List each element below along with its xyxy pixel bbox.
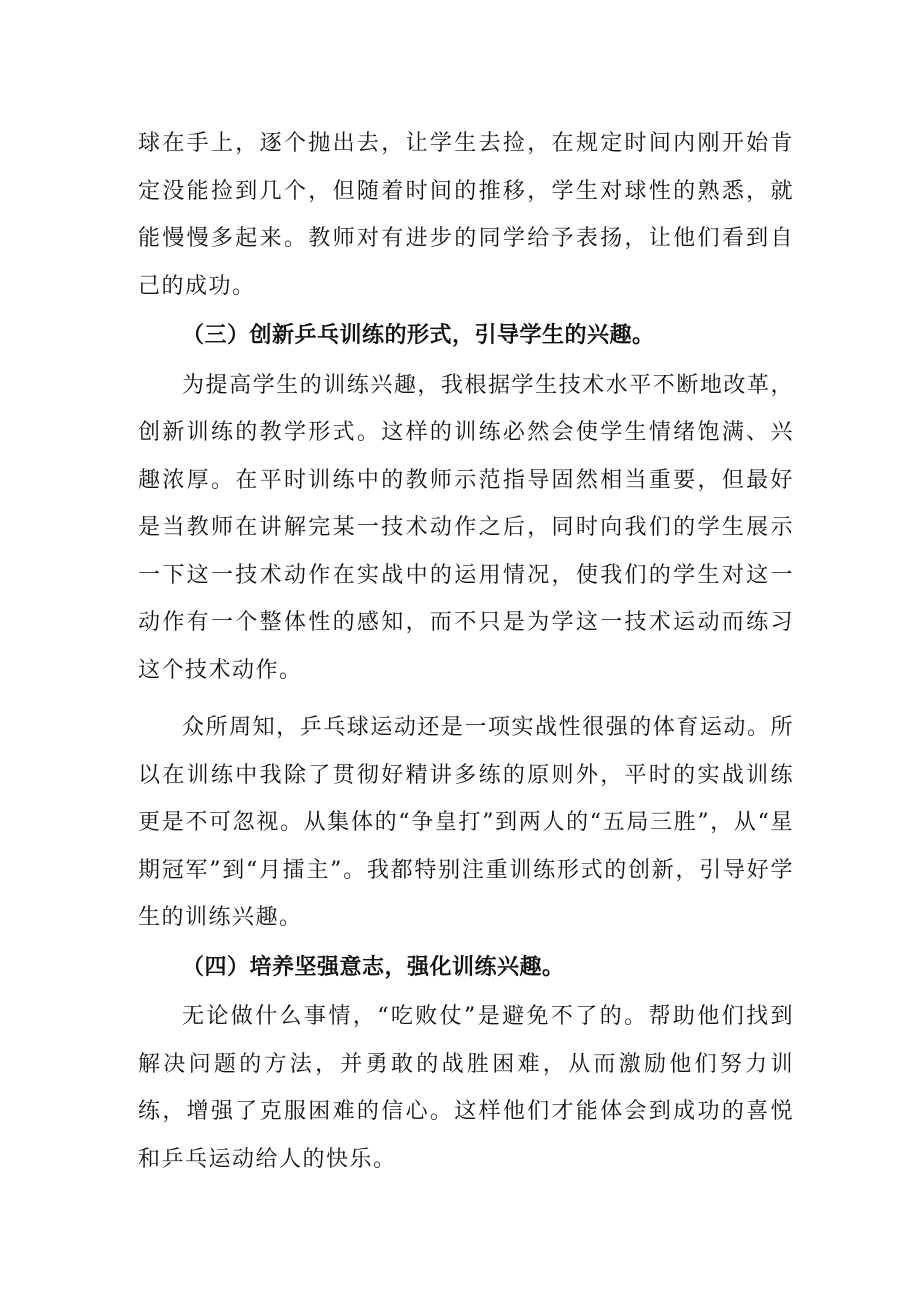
paragraph-practical-training: 众所周知，乒乓球运动还是一项实战性很强的体育运动。所以在训练中我除了贯彻好精讲多练的原则外，平时的实战训练更是不可忽视。从集体的“争皇打”到两人的“五局三胜”，从“星期冠军”到“月擂主”。我都特别注重训练形式的创新，引导好学生的训练兴趣。 <box>138 715 794 930</box>
paragraph-training-forms: 为提高学生的训练兴趣，我根据学生技术水平不断地改革，创新训练的教学形式。这样的训练必然会使学生情绪饱满、兴趣浓厚。在平时训练中的教师示范指导固然相当重要，但最好是当教师在讲解完某一技术动作之后，同时向我们的学生展示一下这一技术动作在实战中的运用情况，使我们的学生对这一动作有一个整体性的感知，而不只是为学这一技术运动而练习这个技术动作。 <box>138 372 794 683</box>
section-heading-4: （四）培养坚强意志，强化训练兴趣。 <box>182 954 565 980</box>
section-heading-3: （三）创新乒乓训练的形式，引导学生的兴趣。 <box>182 323 655 348</box>
paragraph-strong-will: 无论做什么事情，“吃败仗”是避免不了的。帮助他们找到解决问题的方法，并勇敢的战胜困难，从而激励他们努力训练，增强了克服困难的信心。这样他们才能体会到成功的喜悦和乒乓运动给人的快乐。 <box>138 1004 794 1172</box>
paragraph-ball-pickup: 球在手上，逐个抛出去，让学生去捡，在规定时间内刚开始肯定没能捡到几个，但随着时间的推移，学生对球性的熟悉，就能慢慢多起来。教师对有进步的同学给予表扬，让他们看到自己的成功。 <box>138 131 794 299</box>
